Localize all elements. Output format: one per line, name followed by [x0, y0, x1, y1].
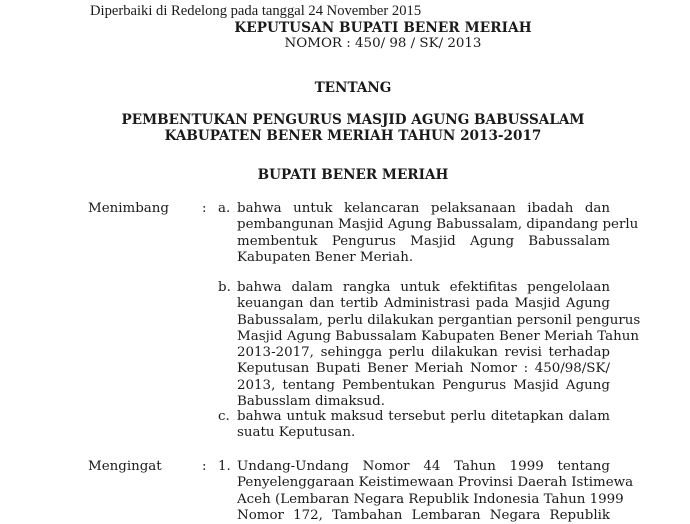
subject-line-1: PEMBENTUKAN PENGURUS MASJID AGUNG BABUSSALAM: [121, 112, 585, 128]
decree-title: KEPUTUSAN BUPATI BENER MERIAH: [234, 20, 532, 36]
paragraph-line: Penyelenggaraan Keistimewaan Provinsi Daerah Istimewa: [237, 475, 634, 491]
official-heading: BUPATI BENER MERIAH: [257, 167, 449, 183]
paragraph-line: bahwa untuk maksud tersebut perlu ditetapkan dalam: [237, 409, 610, 424]
decree-number: NOMOR : 450/ 98 / SK/ 2013: [284, 36, 482, 51]
subject-line-2: KABUPATEN BENER MERIAH TAHUN 2013-2017: [164, 128, 542, 144]
paragraph-line: bahwa untuk kelancaran pelaksanaan ibadah dan: [237, 201, 610, 216]
paragraph-line: Kabupaten Bener Meriah.: [237, 249, 414, 265]
mengingat-item-1-marker: 1.: [218, 459, 231, 474]
menimbang-item-b-text: [237, 280, 641, 410]
mengingat-colon: :: [202, 459, 207, 474]
paragraph-line: Keputusan Bupati Bener Meriah Nomor : 450/98/SK/: [237, 361, 610, 377]
menimbang-label: Menimbang: [88, 201, 169, 216]
paragraph-line: Undang-Undang Nomor 44 Tahun 1999 tentang: [237, 459, 610, 474]
paragraph-line: Nomor 172, Tambahan Lembaran Negara Republik: [237, 507, 610, 523]
mengingat-item-1-text: [237, 459, 634, 524]
revision-date-line: Diperbaiki di Redelong pada tanggal 24 November 2015: [90, 3, 422, 19]
mengingat-label: Mengingat: [88, 459, 162, 474]
paragraph-line: suatu Keputusan.: [237, 425, 356, 441]
paragraph-line: 2013-2017, sehingga perlu dilakukan revisi terhadap: [237, 345, 610, 361]
paragraph-line: Babusslam dimaksud.: [237, 394, 385, 410]
paragraph-line: bahwa dalam rangka untuk efektifitas pengelolaan: [237, 280, 610, 295]
menimbang-item-c-marker: c.: [218, 409, 230, 424]
paragraph-line: Babussalam, perlu dilakukan pergantian personil pengurus: [237, 312, 641, 328]
about-heading: TENTANG: [314, 80, 392, 96]
paragraph-line: keuangan dan tertib Administrasi pada Masjid Agung: [237, 296, 610, 312]
paragraph-line: 2013, tentang Pembentukan Pengurus Masjid Agung: [237, 377, 610, 393]
menimbang-item-b-marker: b.: [218, 280, 231, 295]
menimbang-item-a-marker: a.: [218, 201, 231, 216]
menimbang-colon: :: [202, 201, 207, 216]
paragraph-line: Aceh (Lembaran Negara Republik Indonesia Tahun 1999: [237, 491, 624, 507]
paragraph-line: pembangunan Masjid Agung Babussalam, dipandang perlu: [237, 217, 639, 233]
paragraph-line: Masjid Agung Babussalam Kabupaten Bener Meriah Tahun: [237, 328, 639, 344]
menimbang-item-a-text: [237, 201, 639, 266]
menimbang-item-c-text: [237, 409, 610, 442]
paragraph-line: membentuk Pengurus Masjid Agung Babussalam: [237, 233, 610, 249]
